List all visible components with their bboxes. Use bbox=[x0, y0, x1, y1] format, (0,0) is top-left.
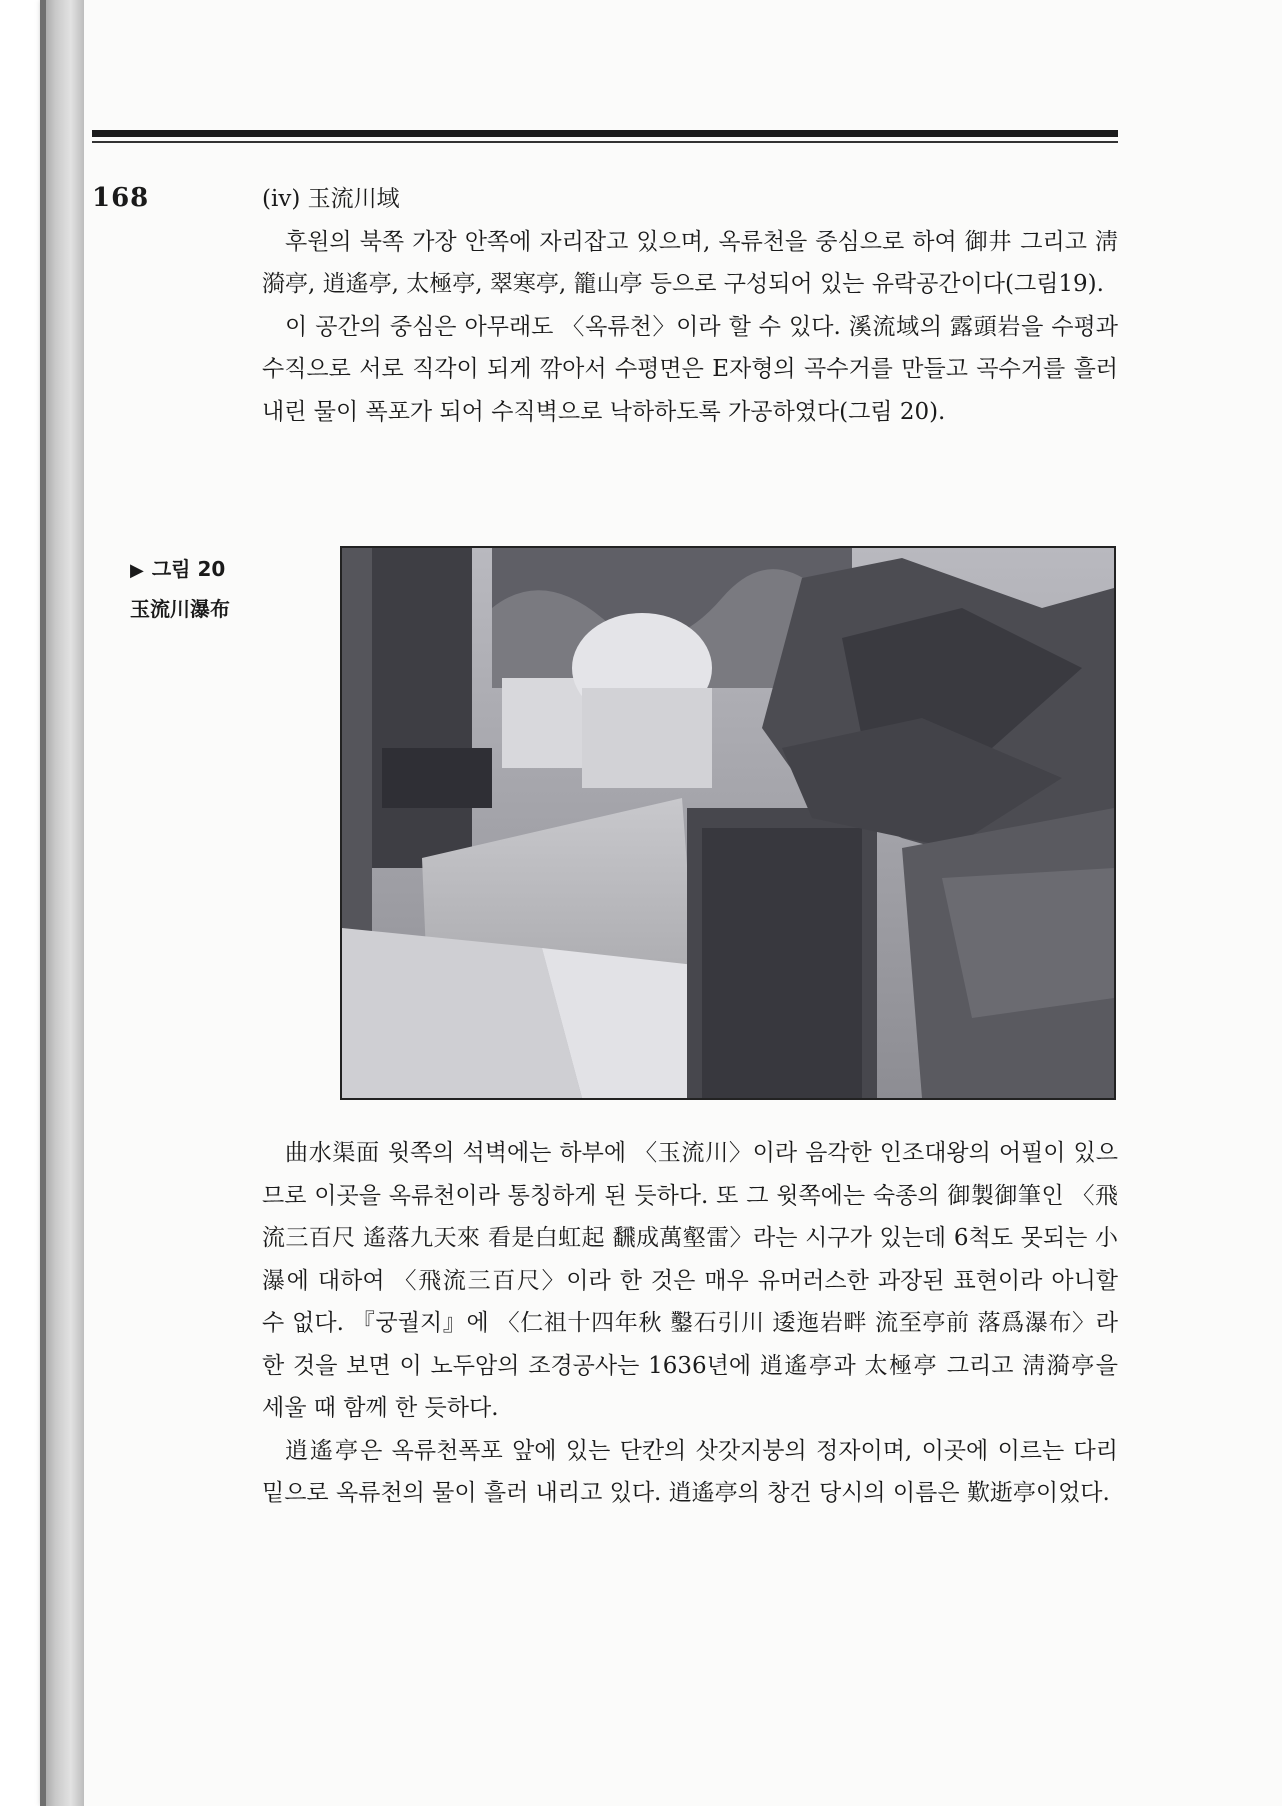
section-heading: (iv) 玉流川域 bbox=[262, 186, 400, 212]
paragraph: 이 공간의 중심은 아무래도 〈옥류천〉이라 할 수 있다. 溪流域의 露頭岩을 수평과 수직으로 서로 직각이 되게 깎아서 수평면은 E자형의 곡수거를 만들고 곡수거를 흘러내린 물이 폭포가 되어 수직벽으로 낙하하도록 가공하였다(그림 20). bbox=[262, 313, 1118, 425]
waterfall-photo-image bbox=[342, 548, 1114, 1098]
header-rule-thick bbox=[92, 130, 1118, 137]
paragraph: 逍遙亭은 옥류천폭포 앞에 있는 단칸의 삿갓지붕의 정자이며, 이곳에 이르는 다리 밑으로 옥류천의 물이 흘러 내리고 있다. 逍遙亭의 창건 당시의 이름은 歎逝亭이었다. bbox=[262, 1437, 1118, 1506]
top-text-block bbox=[262, 178, 1118, 433]
figure-caption bbox=[130, 550, 230, 628]
figure-photo bbox=[340, 546, 1116, 1100]
figure-label-row bbox=[130, 550, 230, 590]
header-rule-thin bbox=[92, 141, 1118, 143]
bottom-text-block bbox=[262, 1132, 1118, 1515]
paragraph: 曲水渠面 윗쪽의 석벽에는 하부에 〈玉流川〉이라 음각한 인조대왕의 어필이 있으므로 이곳을 옥류천이라 통칭하게 된 듯하다. 또 그 윗쪽에는 숙종의 御製御筆인 〈飛流三百尺 遙落九天來 看是白虹起 飜成萬壑雷〉라는 시구가 있는데 6척도 못되는 小瀑에 대하여 〈飛流三百尺〉이라 한 것은 매우 유머러스한 과장된 표현이라 아니할 수 없다. 『궁궐지』에 〈仁祖十四年秋 鑿石引川 逶迤岩畔 流至亭前 落爲瀑布〉라 한 것을 보면 이 노두암의 조경공사는 1636년에 逍遙亭과 太極亭 그리고 淸漪亭을 세울 때 함께 한 듯하다. bbox=[262, 1140, 1118, 1421]
paragraph: 후원의 북쪽 가장 안쪽에 자리잡고 있으며, 옥류천을 중심으로 하여 御井 그리고 淸漪亭, 逍遙亭, 太極亭, 翠寒亭, 籠山亭 등으로 구성되어 있는 유락공간이다(그림19). bbox=[262, 228, 1118, 297]
book-spine-edge bbox=[40, 0, 84, 1806]
triangle-right-icon: ▶ bbox=[130, 560, 144, 581]
figure-label: 그림 20 bbox=[151, 557, 226, 581]
page-number: 168 bbox=[92, 183, 150, 213]
figure-title: 玉流川瀑布 bbox=[130, 597, 230, 621]
book-spine-shadow bbox=[40, 0, 46, 1806]
